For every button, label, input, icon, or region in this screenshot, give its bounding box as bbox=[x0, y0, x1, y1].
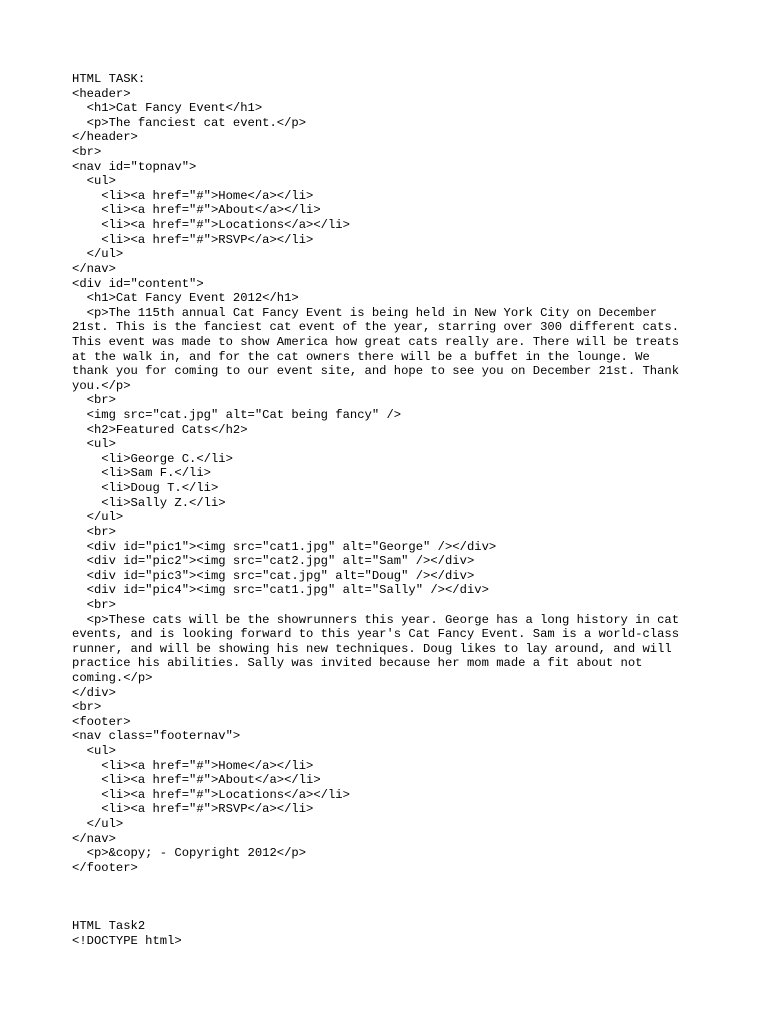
code-line: <h1>Cat Fancy Event 2012</h1> bbox=[72, 291, 299, 306]
code-line: practice his abilities. Sally was invited because her mom made a fit about not bbox=[72, 656, 643, 671]
code-line: <ul> bbox=[72, 437, 116, 452]
task1-code-block bbox=[72, 72, 712, 876]
blank-line bbox=[72, 905, 712, 920]
code-line: <p>&copy; - Copyright 2012</p> bbox=[72, 846, 307, 861]
code-line: <li><a href="#">RSVP</a></li> bbox=[72, 802, 314, 817]
code-line: <h1>Cat Fancy Event</h1> bbox=[72, 101, 263, 116]
code-line: </nav> bbox=[72, 261, 116, 276]
code-line: <li>George C.</li> bbox=[72, 451, 233, 466]
code-line: </header> bbox=[72, 130, 138, 145]
code-line: <li>Doug T.</li> bbox=[72, 481, 219, 496]
code-line: <br> bbox=[72, 597, 116, 612]
code-line: <p>These cats will be the showrunners this year. George has a long history in cat bbox=[72, 612, 680, 627]
code-line: </ul> bbox=[72, 817, 124, 832]
code-line: <ul> bbox=[72, 174, 116, 189]
code-line: <div id="pic4"><img src="cat1.jpg" alt="Sally" /></div> bbox=[72, 583, 489, 598]
blank-line bbox=[72, 876, 712, 891]
code-line: </nav> bbox=[72, 831, 116, 846]
code-line: <div id="pic2"><img src="cat2.jpg" alt="Sam" /></div> bbox=[72, 554, 475, 569]
code-line: <li><a href="#">Home</a></li> bbox=[72, 188, 314, 203]
code-line: <footer> bbox=[72, 714, 131, 729]
blank-line bbox=[72, 890, 712, 905]
code-line: <li><a href="#">Locations</a></li> bbox=[72, 218, 350, 233]
code-line: <!DOCTYPE html> bbox=[72, 933, 182, 948]
code-line: <div id="pic1"><img src="cat1.jpg" alt="George" /></div> bbox=[72, 539, 497, 554]
code-line: <ul> bbox=[72, 744, 116, 759]
code-line: events, and is looking forward to this year's Cat Fancy Event. Sam is a world-class bbox=[72, 627, 680, 642]
code-line: you.</p> bbox=[72, 378, 131, 393]
code-line: <header> bbox=[72, 86, 131, 101]
code-line: <div id="pic3"><img src="cat.jpg" alt="Doug" /></div> bbox=[72, 568, 475, 583]
code-line: </div> bbox=[72, 685, 116, 700]
code-line: <li>Sam F.</li> bbox=[72, 466, 211, 481]
code-line: <br> bbox=[72, 700, 102, 715]
code-line: <h2>Featured Cats</h2> bbox=[72, 422, 248, 437]
code-line: <li>Sally Z.</li> bbox=[72, 495, 226, 510]
code-line: </ul> bbox=[72, 247, 124, 262]
code-line: <li><a href="#">Home</a></li> bbox=[72, 758, 314, 773]
code-line: <nav class="footernav"> bbox=[72, 729, 241, 744]
code-line: <br> bbox=[72, 524, 116, 539]
code-line: 21st. This is the fanciest cat event of the year, starring over 300 different cats. bbox=[72, 320, 680, 335]
code-line: <p>The fanciest cat event.</p> bbox=[72, 115, 307, 130]
code-line: <img src="cat.jpg" alt="Cat being fancy" /> bbox=[72, 408, 402, 423]
code-line: <div id="content"> bbox=[72, 276, 204, 291]
code-line: </footer> bbox=[72, 860, 138, 875]
document-page bbox=[72, 72, 712, 949]
code-line: <p>The 115th annual Cat Fancy Event is being held in New York City on December bbox=[72, 305, 658, 320]
code-line: </ul> bbox=[72, 510, 124, 525]
code-line: <li><a href="#">About</a></li> bbox=[72, 773, 321, 788]
task2-code-block bbox=[72, 919, 712, 948]
code-line: at the walk in, and for the cat owners there will be a buffet in the lounge. We bbox=[72, 349, 650, 364]
code-line: <br> bbox=[72, 393, 116, 408]
code-line: thank you for coming to our event site, and hope to see you on December 21st. Thank bbox=[72, 364, 680, 379]
code-line: HTML TASK: bbox=[72, 72, 146, 86]
code-line: This event was made to show America how great cats really are. There will be treats bbox=[72, 334, 680, 349]
code-line: <nav id="topnav"> bbox=[72, 159, 197, 174]
code-line: coming.</p> bbox=[72, 670, 153, 685]
code-line: <li><a href="#">RSVP</a></li> bbox=[72, 232, 314, 247]
code-line: runner, and will be showing his new techniques. Doug likes to lay around, and will bbox=[72, 641, 672, 656]
code-line: <br> bbox=[72, 145, 102, 160]
code-line: HTML Task2 bbox=[72, 919, 146, 934]
code-line: <li><a href="#">About</a></li> bbox=[72, 203, 321, 218]
code-line: <li><a href="#">Locations</a></li> bbox=[72, 787, 350, 802]
